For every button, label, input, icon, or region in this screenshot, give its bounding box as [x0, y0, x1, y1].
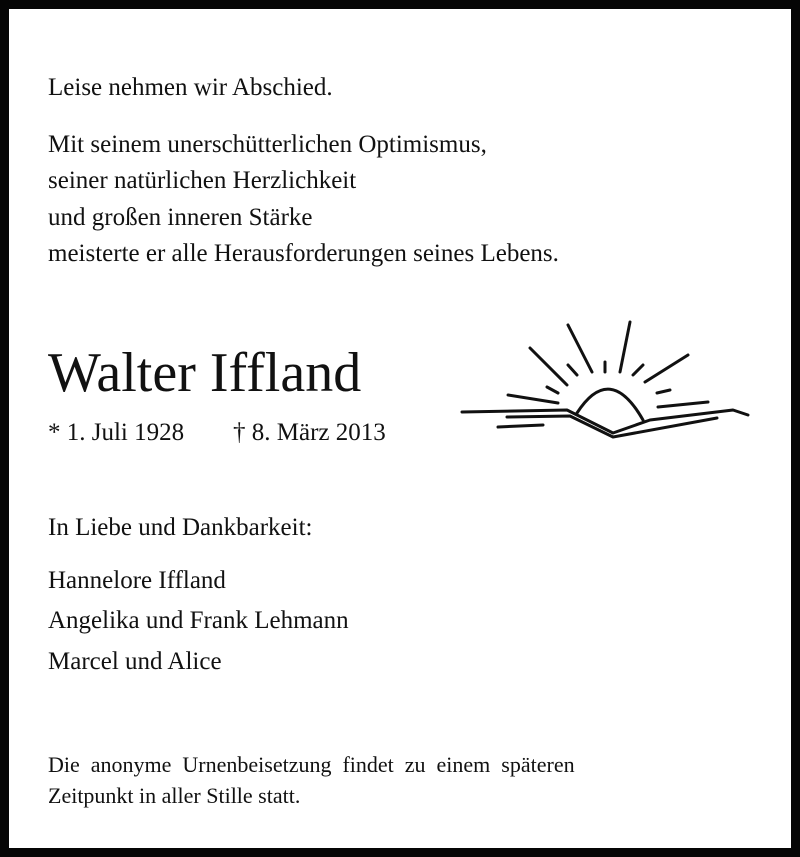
sun-arc: [577, 389, 643, 420]
horizon-line: [498, 425, 543, 427]
sun-ray: [530, 348, 567, 385]
sun-ray: [568, 365, 577, 375]
verse-line: seiner natürlichen Herzlichkeit: [48, 167, 357, 194]
sun-ray: [547, 387, 558, 393]
intro-line: Leise nehmen wir Abschied.: [48, 74, 333, 101]
death-date: † 8. März 2013: [233, 419, 386, 446]
sun-ray: [658, 402, 708, 407]
sun-ray: [620, 322, 630, 372]
verse-line: und großen inneren Stärke: [48, 204, 313, 231]
burial-notice: Die anonyme Urnenbeisetzung findet zu einem späteren: [48, 752, 575, 777]
birth-date: * 1. Juli 1928: [48, 419, 185, 446]
sun-ray: [657, 390, 670, 393]
sun-ray: [633, 365, 643, 375]
verse-line: Mit seinem unerschütterlichen Optimismus,: [48, 131, 487, 158]
mourner-name: Marcel und Alice: [48, 648, 222, 675]
deceased-name: Walter Iffland: [48, 342, 362, 404]
sun-ray: [508, 395, 558, 403]
sun-ray: [645, 355, 688, 382]
mourner-name: Hannelore Iffland: [48, 567, 226, 594]
sun-ray: [568, 325, 592, 372]
dedication: In Liebe und Dankbarkeit:: [48, 514, 313, 541]
mourner-name: Angelika und Frank Lehmann: [48, 607, 349, 634]
verse-line: meisterte er alle Herausforderungen seines Lebens.: [48, 240, 559, 267]
burial-notice: Zeitpunkt in aller Stille statt.: [48, 783, 301, 808]
sunset-illustration-icon: [450, 310, 760, 450]
